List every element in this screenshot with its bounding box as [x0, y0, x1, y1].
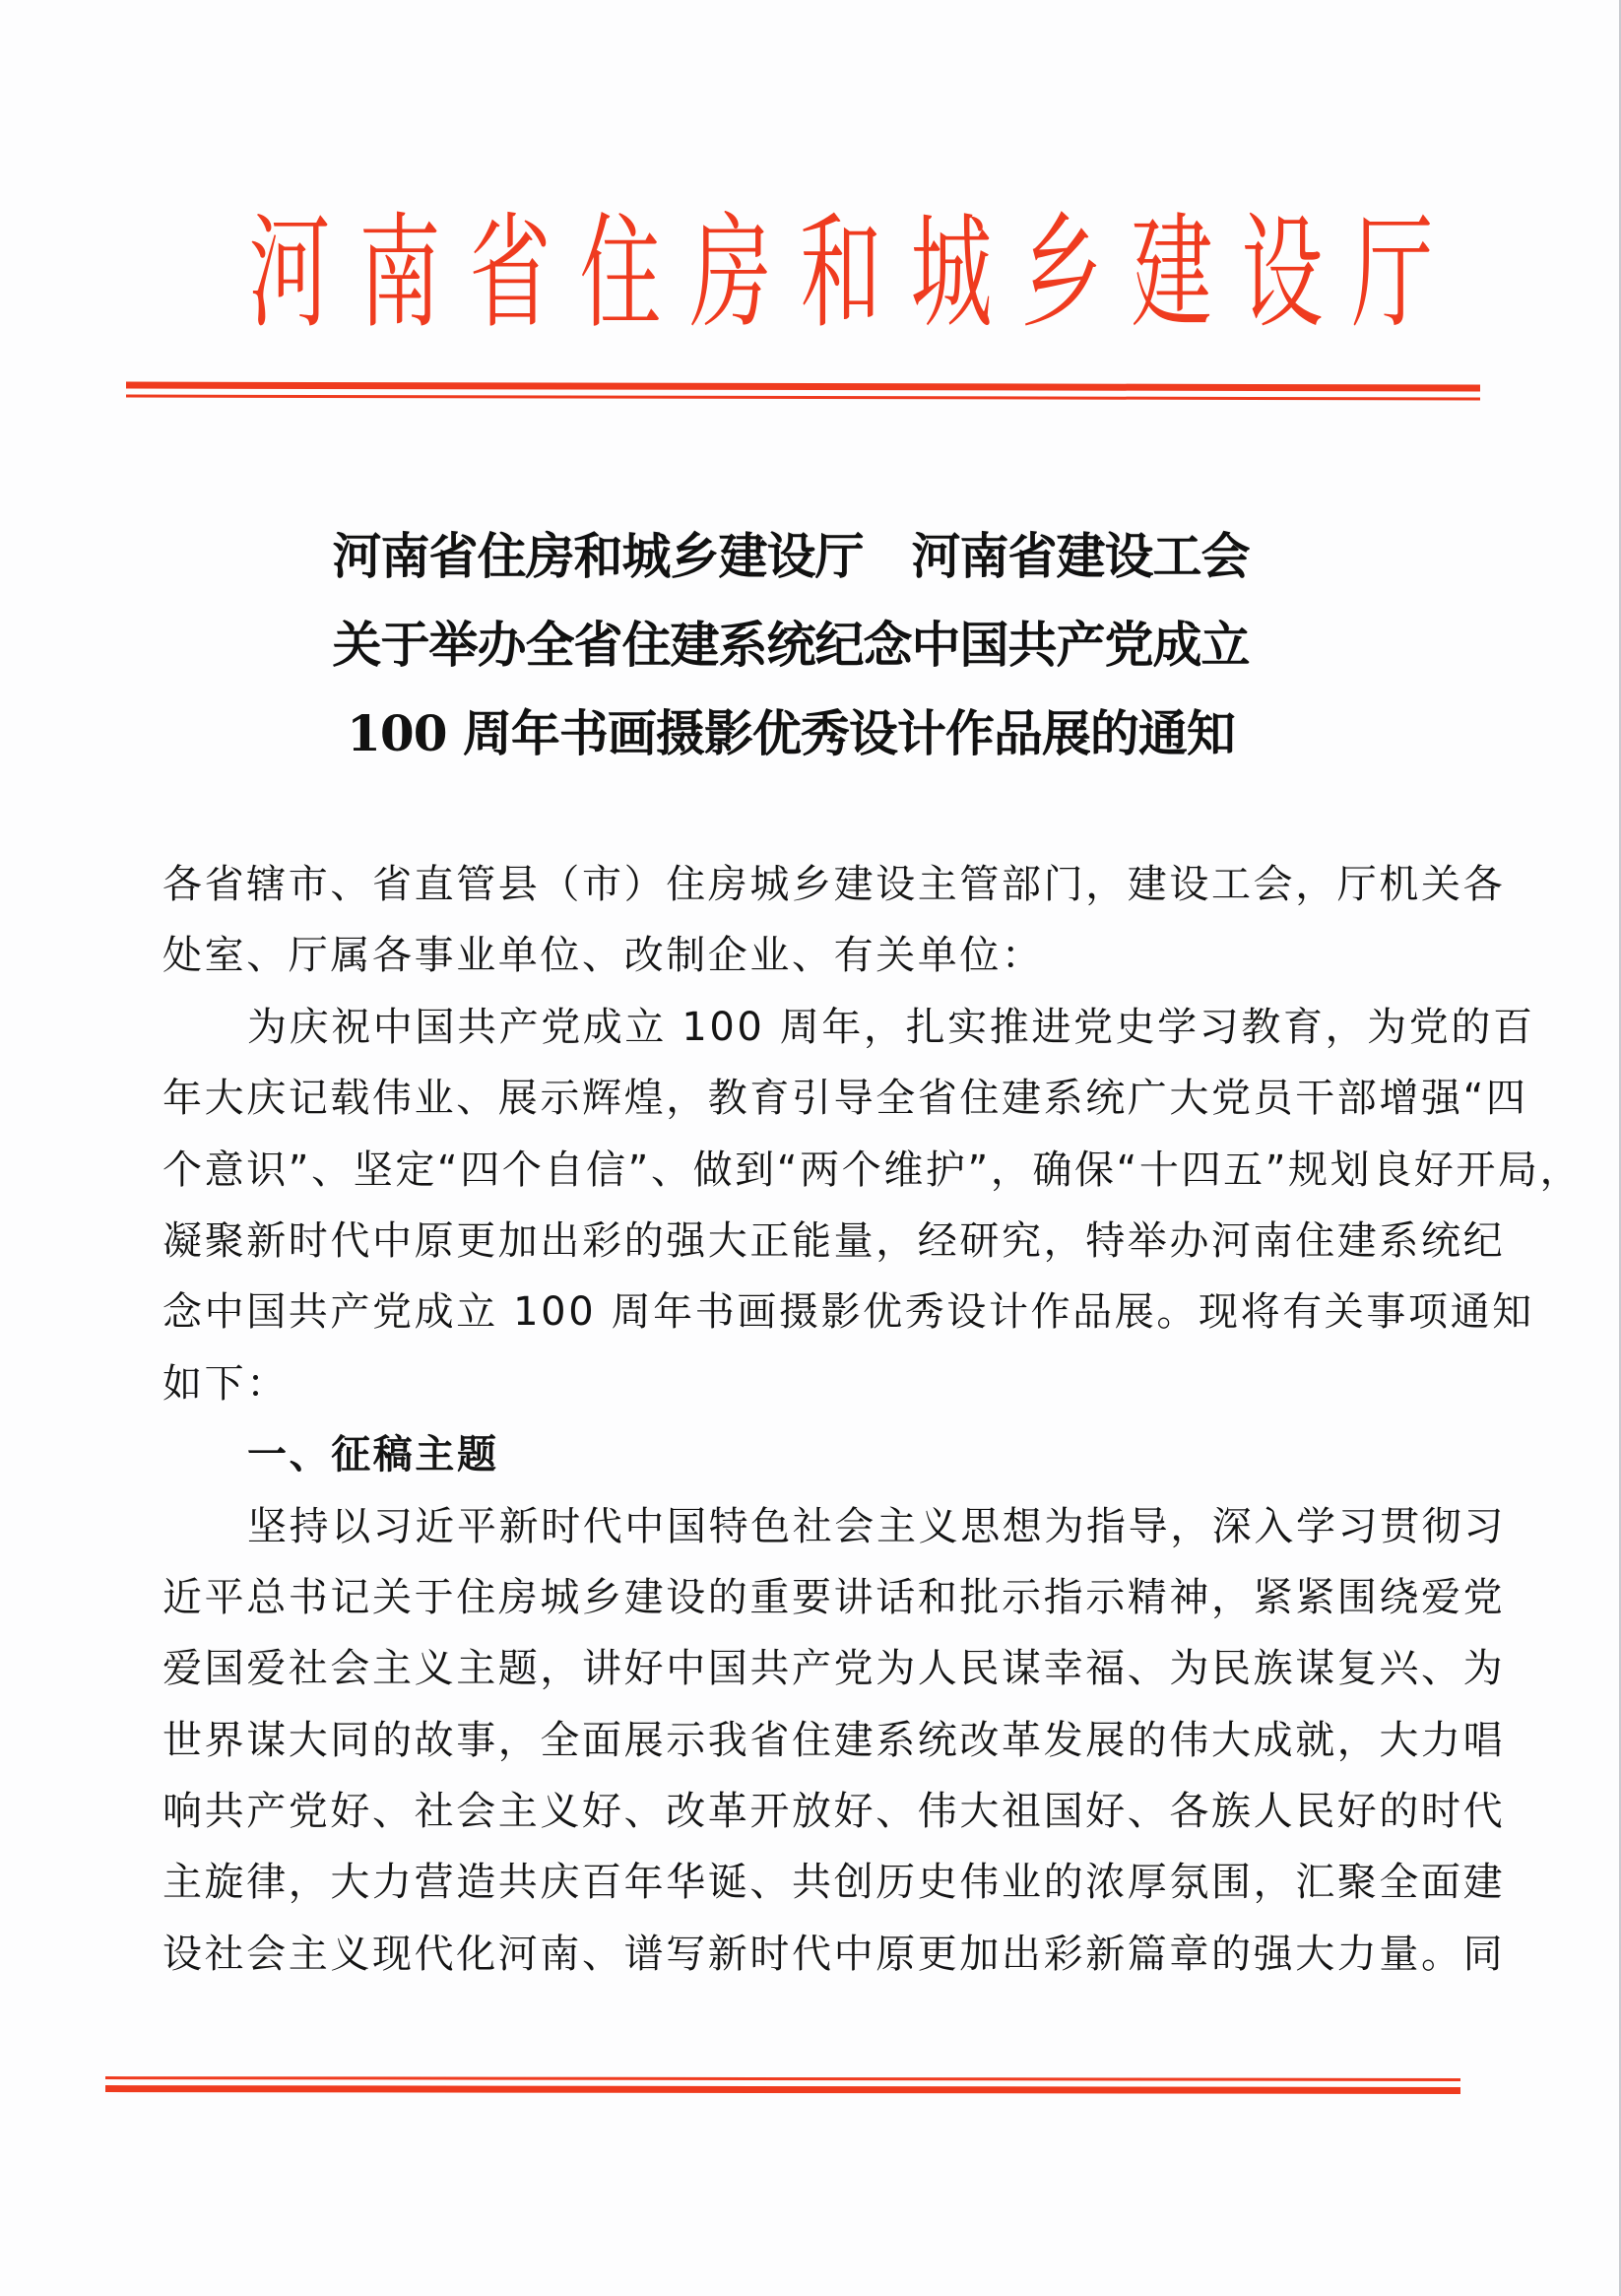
- letterhead-char: 建: [1131, 201, 1213, 346]
- title-line-2: 关于举办全省住建系统纪念中国共产党成立: [332, 616, 1250, 674]
- body-line: 主旋律，大力营造共庆百年华诞、共创历史伟业的浓厚氛围，汇聚全面建: [162, 1860, 1506, 1906]
- title-line-3: 100 周年书画摄影优秀设计作品展的通知: [347, 704, 1235, 762]
- body-line: 凝聚新时代中原更加出彩的强大正能量，经研究，特举办河南住建系统纪: [162, 1217, 1506, 1264]
- letterhead-org-name: [234, 201, 1434, 346]
- letterhead-char: 河: [248, 201, 331, 346]
- letterhead-char: 房: [689, 201, 772, 346]
- letterhead-char: 南: [358, 201, 441, 346]
- header-rule-thin: [126, 395, 1480, 401]
- body-line: 设社会主义现代化河南、谱写新时代中原更加出彩新篇章的强大力量。同: [162, 1931, 1506, 1977]
- body-line: 爱国爱社会主义主题，讲好中国共产党为人民谋幸福、为民族谋复兴、为: [162, 1646, 1506, 1692]
- body-line: 年大庆记载伟业、展示辉煌，教育引导全省住建系统广大党员干部增强“四: [162, 1076, 1528, 1122]
- letterhead-char: 住: [579, 201, 662, 346]
- body-line: 处室、厅属各事业单位、改制企业、有关单位：: [162, 933, 1044, 979]
- footer-rule-thick: [105, 2085, 1460, 2094]
- document-title: [0, 512, 1621, 778]
- document-body: [162, 849, 1583, 1990]
- body-line: 世界谋大同的故事，全面展示我省住建系统改革发展的伟大成就，大力唱: [162, 1717, 1506, 1763]
- letterhead-char: 省: [469, 201, 551, 346]
- body-line: 念中国共产党成立 100 周年书画摄影优秀设计作品展。现将有关事项通知: [162, 1289, 1534, 1336]
- body-line: 近平总书记关于住房城乡建设的重要讲话和批示指示精神，紧紧围绕爱党: [162, 1574, 1506, 1620]
- letterhead-char: 乡: [1020, 201, 1103, 346]
- letterhead-char: 和: [800, 201, 882, 346]
- body-line: 个意识”、坚定“四个自信”、做到“两个维护”，确保“十四五”规划良好开局，: [162, 1147, 1583, 1193]
- footer-rule-thin: [105, 2076, 1460, 2081]
- letterhead-char: 厅: [1351, 201, 1434, 346]
- title-line-1: 河南省住房和城乡建设厅 河南省建设工会: [332, 527, 1250, 585]
- letterhead-char: 设: [1241, 201, 1324, 346]
- body-line: 如下：: [162, 1360, 289, 1407]
- body-line: 响共产党好、社会主义好、改革开放好、伟大祖国好、各族人民好的时代: [162, 1789, 1506, 1835]
- body-line: 为庆祝中国共产党成立 100 周年，扎实推进党史学习教育，为党的百: [247, 1004, 1535, 1050]
- letterhead-char: 城: [910, 201, 993, 346]
- header-rule-thick: [126, 382, 1480, 392]
- body-line: 各省辖市、省直管县（市）住房城乡建设主管部门，建设工会，厅机关各: [162, 862, 1506, 907]
- section-heading: 一、征稿主题: [247, 1432, 499, 1478]
- body-line: 坚持以习近平新时代中国特色社会主义思想为指导，深入学习贯彻习: [247, 1503, 1506, 1549]
